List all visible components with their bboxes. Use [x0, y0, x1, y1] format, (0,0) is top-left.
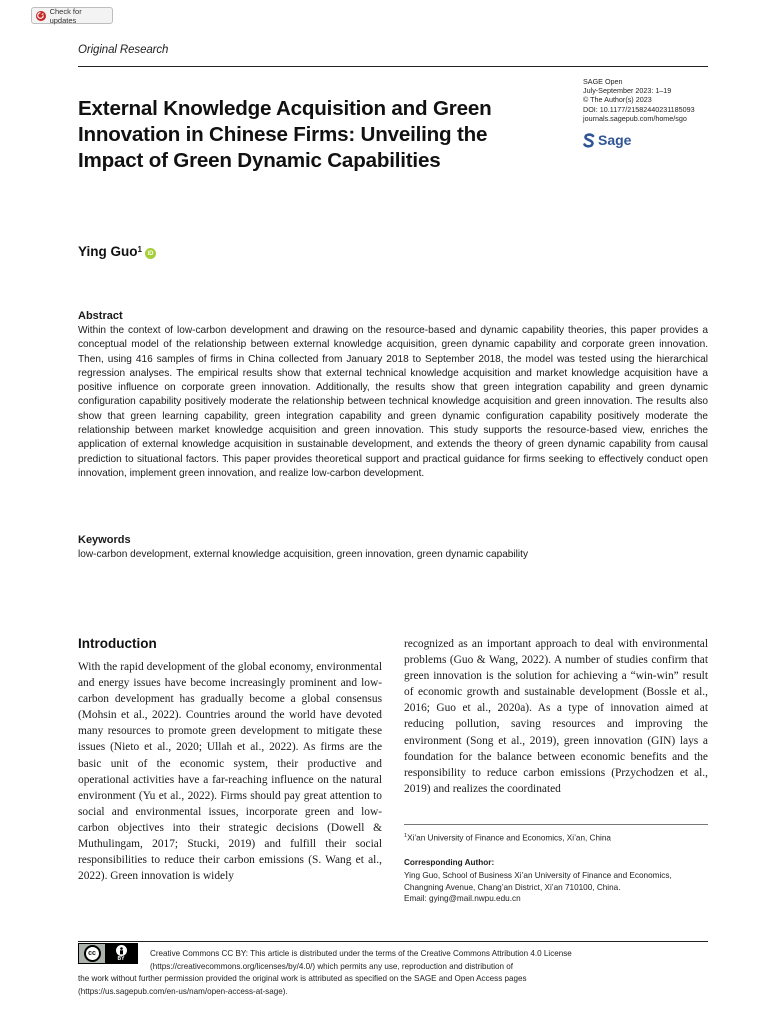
section-label: Original Research	[78, 44, 169, 56]
corresponding-author-line: Ying Guo, School of Business Xi’an University of Finance and Economics,	[404, 871, 672, 880]
license-access-url[interactable]: (https://us.sagepub.com/en-us/nam/open-access-at-sage).	[78, 986, 288, 996]
license-text	[78, 948, 708, 998]
sage-logo	[583, 132, 631, 148]
check-for-updates-label: Check for updates	[49, 6, 82, 25]
journal-name: SAGE Open	[583, 77, 623, 86]
license-divider	[78, 941, 708, 942]
introduction-heading: Introduction	[78, 636, 157, 651]
journal-issue: July-September 2023: 1–19	[583, 86, 672, 96]
top-divider	[78, 66, 708, 67]
affiliation-footnote	[404, 833, 611, 843]
author-name: Ying Guo	[78, 244, 138, 259]
sage-logo-icon	[583, 133, 595, 148]
corresponding-author-details	[404, 870, 672, 905]
journal-doi[interactable]: DOI: 10.1177/21582440231185093	[583, 104, 695, 114]
refresh-icon	[36, 11, 46, 21]
article-title: External Knowledge Acquisition and Green Innovation in Chinese Firms: Unveiling the Impact of Green Dynamic Capabilities	[78, 97, 492, 172]
journal-info	[583, 77, 695, 123]
abstract-text: Within the context of low-carbon development and drawing on the resource-based and dynamic capability theories, this paper provides a conceptual model of the relationship between external knowledge acquisition, green dynamic capability and corporate green innovation. Then, using 416 samples of firms in China collected from January 2018 to September 2018, the model was tested using the hierarchical regression analyses. The empirical results show that external technical knowledge acquisition and market knowledge acquisition have a positive influence on corporate green innovation. Additionally, the results show that green integration capability and green dynamic configuration capability positively moderate the relationship between technical knowledge acquisition and green innovation. The results also show that green learning capability, green integration capability and green dynamic configuration capability positively moderate the relationship between market knowledge acquisition and green innovation. This study supports the resource-based view, enriches the application of external knowledge acquisition in sustainable development, and extends the theory of green dynamic capability from causal prediction to situational factors. This paper provides theoretical support and practical guidance for firms seeking to effectively conduct open innovation, implement green innovation, and realize low-carbon development.	[78, 325, 708, 479]
license-url-line[interactable]: (https://creativecommons.org/licenses/by/4.0/) which permits any use, reproduction and distribution of	[150, 961, 514, 971]
corresponding-address-line: Changning Avenue, Chang’an District, Xi’an 710100, China.	[404, 882, 621, 892]
license-line: Creative Commons CC BY: This article is distributed under the terms of the Creative Commons Attribution 4.0 License	[150, 949, 572, 958]
check-for-updates-button[interactable]	[31, 7, 113, 24]
license-line: the work without further permission provided the original work is attributed as specified on the SAGE and Open Access pages	[78, 974, 527, 983]
sage-logo-text: Sage	[598, 132, 632, 148]
introduction-right-column: recognized as an important approach to deal with environmental problems (Guo & Wang, 2022). A number of studies confirm that green innovation is the solution for achieving a “win-win” result of economic growth and sustainable development (Bossle et al., 2016; Guo et al., 2020a). As a type of innovation aimed at reducing pollution, saving resources and improving the environment (Song et al., 2019), green innovation (GIN) lays a foundation for the balance between economic benefits and the responsibility to reduce carbon emissions (Przychodzen et al., 2019) and realizes the coordinated	[404, 638, 708, 795]
journal-copyright: © The Author(s) 2023	[583, 95, 652, 105]
keywords-heading: Keywords	[78, 534, 131, 546]
author-affiliation-mark: 1	[137, 245, 142, 254]
author-line	[78, 244, 156, 259]
affiliation-text: Xi’an University of Finance and Economics, Xi’an, China	[407, 833, 611, 843]
introduction-left-column: With the rapid development of the global economy, environmental and energy issues have become increasingly prominent and low-carbon development has gradually become a global consensus (Mohsin et al., 2022). Countries around the world have devoted many resources to promote green development to mitigate these issues (Nieto et al., 2020; Ullah et al., 2022). As firms are the basic unit of the economic system, their productive and operational activities have a far-reaching influence on the natural environment (Yu et al., 2022). Firms should pay great attention to social and environmental issues, incorporate green and low-carbon objectives into their strategic decisions (Dowell & Muthulingam, 2017; Stucki, 2019) and fulfill their social responsibilities to reduce their carbon emissions (S. Wang et al., 2022). Green innovation is widely	[78, 661, 382, 883]
footnote-divider	[404, 824, 708, 825]
journal-url[interactable]: journals.sagepub.com/home/sgo	[583, 113, 687, 123]
corresponding-email[interactable]: Email: gying@mail.nwpu.edu.cn	[404, 894, 521, 903]
affiliation-mark: 1	[404, 833, 408, 839]
keywords-text: low-carbon development, external knowledge acquisition, green innovation, green dynamic capability	[78, 549, 528, 560]
by-label: BY	[117, 956, 125, 962]
corresponding-author-heading: Corresponding Author:	[404, 858, 495, 867]
creative-commons-icon: cc	[84, 945, 101, 962]
abstract-heading: Abstract	[78, 310, 123, 322]
orcid-icon[interactable]: iD	[145, 248, 156, 259]
